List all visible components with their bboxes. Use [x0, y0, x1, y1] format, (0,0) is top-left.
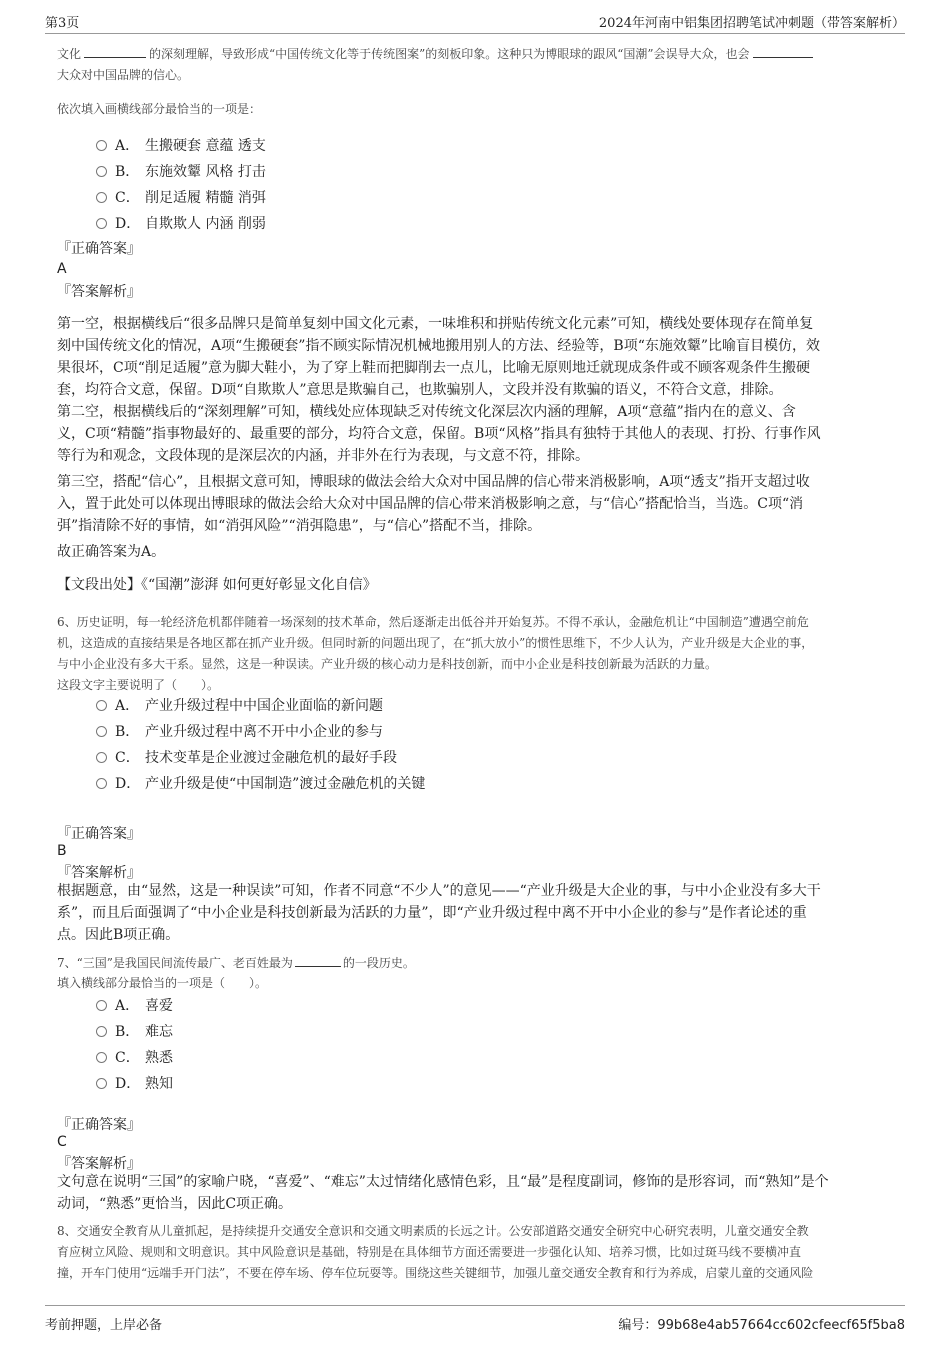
- document-code-label: 编号：: [618, 1318, 658, 1333]
- q7-option-c[interactable]: [96, 1047, 173, 1067]
- q7-blank: [295, 966, 341, 967]
- text-line: 撞，开车门使用“远端手开门法”，不要在停车场、停车位玩耍等。围绕这些关键细节，加强儿童交通安全教育和行为养成，启蒙儿童的交通风险: [57, 1266, 814, 1280]
- text-line: 文句意在说明“三国”的家喻户晓，“喜爱”、“难忘”太过情绪化感情色彩，且“最”是程度副词，修饰的是形容词，而“熟知”是个: [57, 1174, 829, 1190]
- q7-stem: [57, 953, 415, 974]
- text-line: 第二空，根据横线后的“深刻理解”可知，横线处应体现缺乏对传统文化深层次内涵的理解，A项“意蕴”指内在的意义、含: [57, 404, 796, 420]
- radio-icon[interactable]: [96, 752, 107, 763]
- radio-icon[interactable]: [96, 726, 107, 737]
- text-line: 义，C项“精髓”指事物最好的、最重要的部分，均符合文意，保留。B项“风格”指具有独特于其他人的表现、打扮、行事作风: [57, 426, 821, 442]
- option-text: 东施效颦 风格 打击: [145, 164, 266, 180]
- q7-analysis-label: 『答案解析』: [57, 1156, 141, 1172]
- option-letter: B．: [115, 164, 140, 180]
- text-line: 这段文字主要说明了（ ）。: [57, 678, 220, 692]
- option-letter: D．: [115, 216, 141, 232]
- option-letter: C．: [115, 190, 140, 206]
- q6-option-b[interactable]: [96, 721, 383, 741]
- q8-stem: [57, 1221, 813, 1284]
- radio-icon[interactable]: [96, 1052, 107, 1063]
- q5-analysis-p3: [57, 471, 810, 537]
- option-text: 生搬硬套 意蕴 透支: [145, 138, 266, 154]
- q6-option-c[interactable]: [96, 747, 397, 767]
- q5-blank-3: [753, 57, 813, 58]
- text-line: 套，均符合文意，保留。D项“自欺欺人”意思是欺骗自己，也欺骗别人，文段并没有欺骗的语义，不符合文意，排除。: [57, 382, 783, 398]
- radio-icon[interactable]: [96, 218, 107, 229]
- option-letter: D．: [115, 1076, 141, 1092]
- text-line: 8、交通安全教育从儿童抓起，是持续提升交通安全意识和交通文明素质的长远之计。公安部道路交通安全研究中心研究表明，儿童交通安全教: [57, 1224, 809, 1238]
- q5-option-c[interactable]: [96, 187, 266, 207]
- text-line: 入，置于此处可以体现出博眼球的做法会给大众对中国品牌的信心带来消极影响之意，与“信心”搭配恰当，当选。C项“消: [57, 496, 804, 512]
- radio-icon[interactable]: [96, 700, 107, 711]
- text-line: 点。因此B项正确。: [57, 927, 180, 943]
- q7-option-b[interactable]: [96, 1021, 173, 1041]
- q7-answer-label: 『正确答案』: [57, 1117, 141, 1133]
- option-text: 产业升级过程中中国企业面临的新问题: [145, 698, 383, 714]
- text-line: 果很坏，C项“削足适履”意为脚大鞋小，为了穿上鞋而把脚削去一点儿，比喻无原则地迁就现成条件或不顾客观条件生搬硬: [57, 360, 811, 376]
- text-line: 等行为和观念，文段体现的是深层次的内涵，并非外在行为表现，与文意不符，排除。: [57, 448, 589, 464]
- footer-divider: [45, 1305, 905, 1306]
- option-letter: A．: [115, 698, 140, 714]
- option-letter: C．: [115, 1050, 140, 1066]
- option-text: 削足适履 精髓 消弭: [145, 190, 266, 206]
- q5-prompt: 依次填入画横线部分最恰当的一项是：: [57, 102, 262, 116]
- page-number: 第3页: [45, 16, 80, 31]
- text-line: 第三空，搭配“信心”，且根据文意可知，博眼球的做法会给大众对中国品牌的信心带来消极影响，A项“透支”指开支超过收: [57, 474, 810, 490]
- footer-slogan: 考前押题，上岸必备: [45, 1318, 163, 1333]
- q5-answer-label: 『正确答案』: [57, 241, 141, 257]
- text-line: 刻中国传统文化的情况，A项“生搬硬套”指不顾实际情况机械地搬用别人的方法、经验等，B项“东施效颦”比喻盲目模仿，效: [57, 338, 821, 354]
- q5-analysis-label: 『答案解析』: [57, 284, 141, 300]
- q5-answer: A: [57, 261, 67, 277]
- option-letter: B．: [115, 1024, 140, 1040]
- text-line: 弭”指清除不好的事情，如“消弭风险”“消弭隐患”，与“信心”搭配不当，排除。: [57, 518, 542, 534]
- text-line: 育应树立风险、规则和文明意识。其中风险意识是基础，特别是在具体细节方面还需要进一步强化认知、培养习惯，比如过斑马线不要横冲直: [57, 1245, 802, 1259]
- radio-icon[interactable]: [96, 778, 107, 789]
- text-line: 与中小企业没有多大干系。显然，这是一种误读。产业升级的核心动力是科技创新，而中小企业是科技创新最为活跃的力量。: [57, 657, 718, 671]
- q6-stem: [57, 612, 813, 696]
- radio-icon[interactable]: [96, 1026, 107, 1037]
- q6-answer-label: 『正确答案』: [57, 826, 141, 842]
- q7-prompt: 填入横线部分最恰当的一项是（ ）。: [57, 976, 268, 990]
- q5-blank-2: [84, 57, 146, 58]
- option-text: 自欺欺人 内涵 削弱: [145, 216, 266, 232]
- option-letter: D．: [115, 776, 141, 792]
- option-letter: A．: [115, 998, 140, 1014]
- q5-stem-line1: [57, 44, 813, 65]
- radio-icon[interactable]: [96, 140, 107, 151]
- q6-analysis-label: 『答案解析』: [57, 865, 141, 881]
- option-letter: B．: [115, 724, 140, 740]
- q5-option-d[interactable]: [96, 213, 266, 233]
- q6-option-d[interactable]: [96, 773, 425, 793]
- option-text: 产业升级是使“中国制造”渡过金融危机的关键: [145, 776, 426, 792]
- text-line: 动词，“熟悉”更恰当，因此C项正确。: [57, 1196, 293, 1212]
- document-code-value: 99b68e4ab57664cc602cfeecf65f5ba8: [657, 1318, 905, 1333]
- q7-option-a[interactable]: [96, 995, 173, 1015]
- q7-stem-text-b: 的一段历史。: [342, 956, 415, 970]
- q5-stem-text-a: 文化: [57, 47, 82, 61]
- option-text: 熟悉: [145, 1050, 173, 1066]
- option-letter: A．: [115, 138, 140, 154]
- radio-icon[interactable]: [96, 1000, 107, 1011]
- q5-stem-line2: 大众对中国品牌的信心。: [57, 68, 190, 82]
- q6-analysis: [57, 880, 821, 946]
- option-text: 技术变革是企业渡过金融危机的最好手段: [145, 750, 397, 766]
- q5-source: 【文段出处】《“国潮”澎湃 如何更好彰显文化自信》: [57, 577, 377, 593]
- q7-answer: C: [57, 1134, 67, 1150]
- q7-option-d[interactable]: [96, 1073, 173, 1093]
- q5-analysis-p1: [57, 313, 820, 401]
- document-code: [618, 1314, 905, 1333]
- q7-analysis: [57, 1171, 829, 1215]
- header-divider: [45, 33, 905, 34]
- option-letter: C．: [115, 750, 140, 766]
- radio-icon[interactable]: [96, 1078, 107, 1089]
- option-text: 熟知: [145, 1076, 173, 1092]
- text-line: 系”，而且后面强调了“中小企业是科技创新最为活跃的力量”，即“产业升级过程中离不开中小企业的参与”是作者论述的重: [57, 905, 807, 921]
- text-line: 根据题意，由“显然，这是一种误读”可知，作者不同意“不少人”的意见——“产业升级是大企业的事，与中小企业没有多大干: [57, 883, 821, 899]
- text-line: 6、历史证明，每一轮经济危机都伴随着一场深刻的技术革命，然后逐渐走出低谷并开始复苏。不得不承认，金融危机让“中国制造”遭遇空前危: [57, 615, 809, 629]
- radio-icon[interactable]: [96, 166, 107, 177]
- q5-option-a[interactable]: [96, 135, 266, 155]
- q5-conclusion: 故正确答案为A。: [57, 544, 166, 560]
- q5-option-b[interactable]: [96, 161, 266, 181]
- radio-icon[interactable]: [96, 192, 107, 203]
- option-text: 难忘: [145, 1024, 173, 1040]
- q6-option-a[interactable]: [96, 695, 383, 715]
- option-text: 产业升级过程中离不开中小企业的参与: [145, 724, 383, 740]
- option-text: 喜爱: [145, 998, 173, 1014]
- q6-answer: B: [57, 843, 67, 859]
- q5-stem-text-b: 的深刻理解，导致形成“中国传统文化等于传统图案”的刻板印象。这种只为博眼球的跟风“国潮”会误导大众，也会: [149, 47, 750, 61]
- q5-analysis-p2: [57, 401, 821, 467]
- text-line: 第一空，根据横线后“很多品牌只是简单复刻中国文化元素，一味堆积和拼贴传统文化元素”可知，横线处要体现存在简单复: [57, 316, 814, 332]
- document-title: 2024年河南中铝集团招聘笔试冲刺题（带答案解析）: [598, 16, 905, 31]
- q7-stem-text-a: 7、“三国”是我国民间流传最广、老百姓最为: [57, 956, 293, 970]
- text-line: 机，这造成的直接结果是各地区都在抓产业升级。但同时新的问题出现了，在“抓大放小”的惯性思维下，不少人认为，产业升级是大企业的事，: [57, 636, 814, 650]
